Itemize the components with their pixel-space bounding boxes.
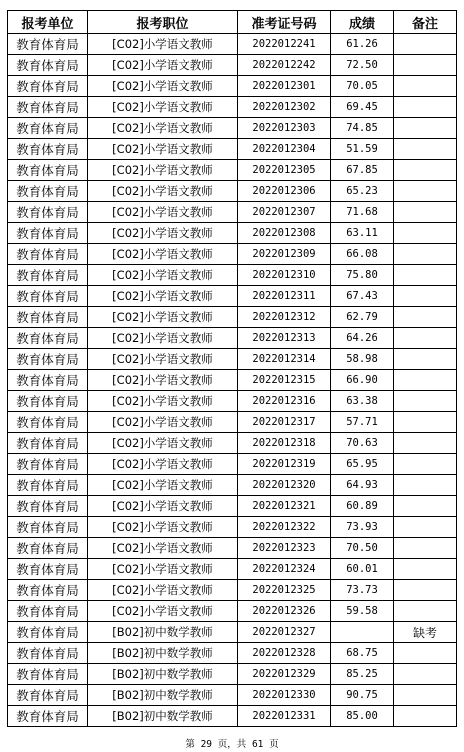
row-score-cell: 90.75 <box>331 685 394 706</box>
row-unit-cell: 教育体育局 <box>8 643 88 664</box>
row-ticket-cell: 2022012317 <box>238 412 331 433</box>
row-ticket-cell: 2022012316 <box>238 391 331 412</box>
row-unit-cell: 教育体育局 <box>8 475 88 496</box>
row-score-cell: 68.75 <box>331 643 394 664</box>
table-row <box>8 286 457 307</box>
row-score-cell: 64.93 <box>331 475 394 496</box>
row-position-cell: [C02]小学语文教师 <box>88 97 238 118</box>
row-unit-cell: 教育体育局 <box>8 496 88 517</box>
row-note-cell <box>394 496 457 517</box>
row-score-cell: 70.05 <box>331 76 394 97</box>
row-score-cell: 75.80 <box>331 265 394 286</box>
table-row <box>8 412 457 433</box>
table-row <box>8 160 457 181</box>
row-score-cell: 74.85 <box>331 118 394 139</box>
row-score-cell: 69.45 <box>331 97 394 118</box>
row-unit-cell: 教育体育局 <box>8 202 88 223</box>
table-row <box>8 601 457 622</box>
row-note-cell <box>394 475 457 496</box>
row-score-cell: 65.95 <box>331 454 394 475</box>
table-row <box>8 664 457 685</box>
row-position-cell: [C02]小学语文教师 <box>88 307 238 328</box>
row-ticket-cell: 2022012313 <box>238 328 331 349</box>
row-ticket-cell: 2022012310 <box>238 265 331 286</box>
table-body <box>8 34 457 727</box>
row-score-cell: 66.90 <box>331 370 394 391</box>
row-note-cell <box>394 412 457 433</box>
row-unit-cell: 教育体育局 <box>8 286 88 307</box>
row-position-cell: [C02]小学语文教师 <box>88 370 238 391</box>
row-note-cell <box>394 349 457 370</box>
row-ticket-cell: 2022012242 <box>238 55 331 76</box>
table-row <box>8 580 457 601</box>
row-unit-cell: 教育体育局 <box>8 349 88 370</box>
row-ticket-cell: 2022012322 <box>238 517 331 538</box>
row-unit-cell: 教育体育局 <box>8 118 88 139</box>
header-unit: 报考单位 <box>8 11 88 34</box>
row-score-cell: 70.63 <box>331 433 394 454</box>
row-ticket-cell: 2022012304 <box>238 139 331 160</box>
row-unit-cell: 教育体育局 <box>8 76 88 97</box>
row-unit-cell: 教育体育局 <box>8 391 88 412</box>
row-position-cell: [B02]初中数学教师 <box>88 664 238 685</box>
row-score-cell: 59.58 <box>331 601 394 622</box>
row-ticket-cell: 2022012311 <box>238 286 331 307</box>
table-row <box>8 349 457 370</box>
row-unit-cell: 教育体育局 <box>8 244 88 265</box>
row-score-cell: 65.23 <box>331 181 394 202</box>
row-ticket-cell: 2022012308 <box>238 223 331 244</box>
table-row <box>8 76 457 97</box>
row-note-cell <box>394 202 457 223</box>
row-position-cell: [C02]小学语文教师 <box>88 601 238 622</box>
row-score-cell: 63.11 <box>331 223 394 244</box>
row-ticket-cell: 2022012326 <box>238 601 331 622</box>
row-unit-cell: 教育体育局 <box>8 664 88 685</box>
row-score-cell: 60.01 <box>331 559 394 580</box>
row-position-cell: [B02]初中数学教师 <box>88 622 238 643</box>
row-note-cell: 缺考 <box>394 622 457 643</box>
row-ticket-cell: 2022012305 <box>238 160 331 181</box>
table-row <box>8 475 457 496</box>
row-note-cell <box>394 685 457 706</box>
row-unit-cell: 教育体育局 <box>8 601 88 622</box>
row-note-cell <box>394 664 457 685</box>
row-position-cell: [C02]小学语文教师 <box>88 118 238 139</box>
row-note-cell <box>394 286 457 307</box>
row-ticket-cell: 2022012301 <box>238 76 331 97</box>
row-unit-cell: 教育体育局 <box>8 160 88 181</box>
row-note-cell <box>394 580 457 601</box>
row-note-cell <box>394 97 457 118</box>
row-position-cell: [C02]小学语文教师 <box>88 55 238 76</box>
row-unit-cell: 教育体育局 <box>8 706 88 727</box>
row-position-cell: [C02]小学语文教师 <box>88 244 238 265</box>
row-unit-cell: 教育体育局 <box>8 559 88 580</box>
row-unit-cell: 教育体育局 <box>8 412 88 433</box>
row-position-cell: [C02]小学语文教师 <box>88 517 238 538</box>
row-note-cell <box>394 34 457 55</box>
row-ticket-cell: 2022012328 <box>238 643 331 664</box>
row-note-cell <box>394 643 457 664</box>
row-position-cell: [C02]小学语文教师 <box>88 454 238 475</box>
table-row <box>8 622 457 643</box>
table-row <box>8 370 457 391</box>
row-ticket-cell: 2022012330 <box>238 685 331 706</box>
row-ticket-cell: 2022012302 <box>238 97 331 118</box>
row-score-cell: 51.59 <box>331 139 394 160</box>
row-unit-cell: 教育体育局 <box>8 265 88 286</box>
row-score-cell: 73.73 <box>331 580 394 601</box>
table-row <box>8 454 457 475</box>
row-note-cell <box>394 265 457 286</box>
row-note-cell <box>394 244 457 265</box>
row-ticket-cell: 2022012321 <box>238 496 331 517</box>
row-note-cell <box>394 706 457 727</box>
row-position-cell: [C02]小学语文教师 <box>88 580 238 601</box>
row-note-cell <box>394 559 457 580</box>
row-unit-cell: 教育体育局 <box>8 685 88 706</box>
row-ticket-cell: 2022012329 <box>238 664 331 685</box>
row-ticket-cell: 2022012320 <box>238 475 331 496</box>
row-position-cell: [C02]小学语文教师 <box>88 286 238 307</box>
row-note-cell <box>394 517 457 538</box>
row-unit-cell: 教育体育局 <box>8 139 88 160</box>
row-score-cell: 60.89 <box>331 496 394 517</box>
row-position-cell: [C02]小学语文教师 <box>88 223 238 244</box>
row-position-cell: [C02]小学语文教师 <box>88 412 238 433</box>
header-position: 报考职位 <box>88 11 238 34</box>
table-row <box>8 55 457 76</box>
row-score-cell: 64.26 <box>331 328 394 349</box>
row-unit-cell: 教育体育局 <box>8 307 88 328</box>
row-unit-cell: 教育体育局 <box>8 580 88 601</box>
row-note-cell <box>394 223 457 244</box>
row-unit-cell: 教育体育局 <box>8 181 88 202</box>
row-note-cell <box>394 370 457 391</box>
row-position-cell: [C02]小学语文教师 <box>88 538 238 559</box>
table-row <box>8 685 457 706</box>
row-note-cell <box>394 328 457 349</box>
page-footer: 第 29 页，共 61 页 <box>185 739 279 750</box>
row-ticket-cell: 2022012309 <box>238 244 331 265</box>
row-ticket-cell: 2022012323 <box>238 538 331 559</box>
row-score-cell: 62.79 <box>331 307 394 328</box>
table-row <box>8 244 457 265</box>
row-position-cell: [C02]小学语文教师 <box>88 559 238 580</box>
row-score-cell: 67.85 <box>331 160 394 181</box>
row-unit-cell: 教育体育局 <box>8 538 88 559</box>
table-row <box>8 118 457 139</box>
row-score-cell: 73.93 <box>331 517 394 538</box>
row-unit-cell: 教育体育局 <box>8 433 88 454</box>
row-unit-cell: 教育体育局 <box>8 622 88 643</box>
table-row <box>8 181 457 202</box>
row-position-cell: [C02]小学语文教师 <box>88 328 238 349</box>
row-note-cell <box>394 160 457 181</box>
row-ticket-cell: 2022012312 <box>238 307 331 328</box>
table-row <box>8 643 457 664</box>
table-row <box>8 538 457 559</box>
row-position-cell: [C02]小学语文教师 <box>88 349 238 370</box>
row-position-cell: [C02]小学语文教师 <box>88 139 238 160</box>
row-ticket-cell: 2022012327 <box>238 622 331 643</box>
row-ticket-cell: 2022012315 <box>238 370 331 391</box>
row-score-cell: 72.50 <box>331 55 394 76</box>
row-score-cell: 57.71 <box>331 412 394 433</box>
row-position-cell: [C02]小学语文教师 <box>88 496 238 517</box>
row-note-cell <box>394 118 457 139</box>
row-score-cell: 61.26 <box>331 34 394 55</box>
table-row <box>8 517 457 538</box>
row-unit-cell: 教育体育局 <box>8 454 88 475</box>
row-unit-cell: 教育体育局 <box>8 34 88 55</box>
row-ticket-cell: 2022012325 <box>238 580 331 601</box>
row-unit-cell: 教育体育局 <box>8 97 88 118</box>
row-score-cell <box>331 622 394 643</box>
row-position-cell: [C02]小学语文教师 <box>88 160 238 181</box>
table-row <box>8 97 457 118</box>
row-ticket-cell: 2022012324 <box>238 559 331 580</box>
header-note: 备注 <box>394 11 457 34</box>
row-ticket-cell: 2022012241 <box>238 34 331 55</box>
row-ticket-cell: 2022012303 <box>238 118 331 139</box>
row-score-cell: 70.50 <box>331 538 394 559</box>
row-note-cell <box>394 538 457 559</box>
row-score-cell: 85.25 <box>331 664 394 685</box>
table-row <box>8 706 457 727</box>
row-position-cell: [C02]小学语文教师 <box>88 76 238 97</box>
row-score-cell: 67.43 <box>331 286 394 307</box>
row-score-cell: 85.00 <box>331 706 394 727</box>
row-score-cell: 66.08 <box>331 244 394 265</box>
table-row <box>8 559 457 580</box>
row-note-cell <box>394 139 457 160</box>
row-position-cell: [B02]初中数学教师 <box>88 685 238 706</box>
row-position-cell: [C02]小学语文教师 <box>88 433 238 454</box>
row-note-cell <box>394 181 457 202</box>
table-row <box>8 223 457 244</box>
row-note-cell <box>394 55 457 76</box>
row-unit-cell: 教育体育局 <box>8 55 88 76</box>
row-position-cell: [C02]小学语文教师 <box>88 181 238 202</box>
row-position-cell: [C02]小学语文教师 <box>88 475 238 496</box>
table-header-row <box>8 11 457 34</box>
row-position-cell: [C02]小学语文教师 <box>88 391 238 412</box>
row-ticket-cell: 2022012319 <box>238 454 331 475</box>
header-ticket: 准考证号码 <box>238 11 331 34</box>
row-position-cell: [B02]初中数学教师 <box>88 643 238 664</box>
row-note-cell <box>394 76 457 97</box>
table-row <box>8 433 457 454</box>
row-ticket-cell: 2022012306 <box>238 181 331 202</box>
table-row <box>8 391 457 412</box>
row-ticket-cell: 2022012331 <box>238 706 331 727</box>
row-note-cell <box>394 454 457 475</box>
row-position-cell: [C02]小学语文教师 <box>88 34 238 55</box>
table-row <box>8 496 457 517</box>
row-position-cell: [C02]小学语文教师 <box>88 202 238 223</box>
score-table <box>7 10 457 727</box>
row-unit-cell: 教育体育局 <box>8 223 88 244</box>
row-ticket-cell: 2022012318 <box>238 433 331 454</box>
row-note-cell <box>394 391 457 412</box>
table-row <box>8 34 457 55</box>
table-row <box>8 265 457 286</box>
row-note-cell <box>394 307 457 328</box>
table-row <box>8 202 457 223</box>
row-unit-cell: 教育体育局 <box>8 370 88 391</box>
row-score-cell: 71.68 <box>331 202 394 223</box>
table-row <box>8 328 457 349</box>
row-unit-cell: 教育体育局 <box>8 328 88 349</box>
row-score-cell: 63.38 <box>331 391 394 412</box>
row-position-cell: [C02]小学语文教师 <box>88 265 238 286</box>
row-note-cell <box>394 433 457 454</box>
table-row <box>8 307 457 328</box>
row-ticket-cell: 2022012307 <box>238 202 331 223</box>
row-position-cell: [B02]初中数学教师 <box>88 706 238 727</box>
row-score-cell: 58.98 <box>331 349 394 370</box>
row-ticket-cell: 2022012314 <box>238 349 331 370</box>
header-score: 成绩 <box>331 11 394 34</box>
row-note-cell <box>394 601 457 622</box>
row-unit-cell: 教育体育局 <box>8 517 88 538</box>
table-row <box>8 139 457 160</box>
